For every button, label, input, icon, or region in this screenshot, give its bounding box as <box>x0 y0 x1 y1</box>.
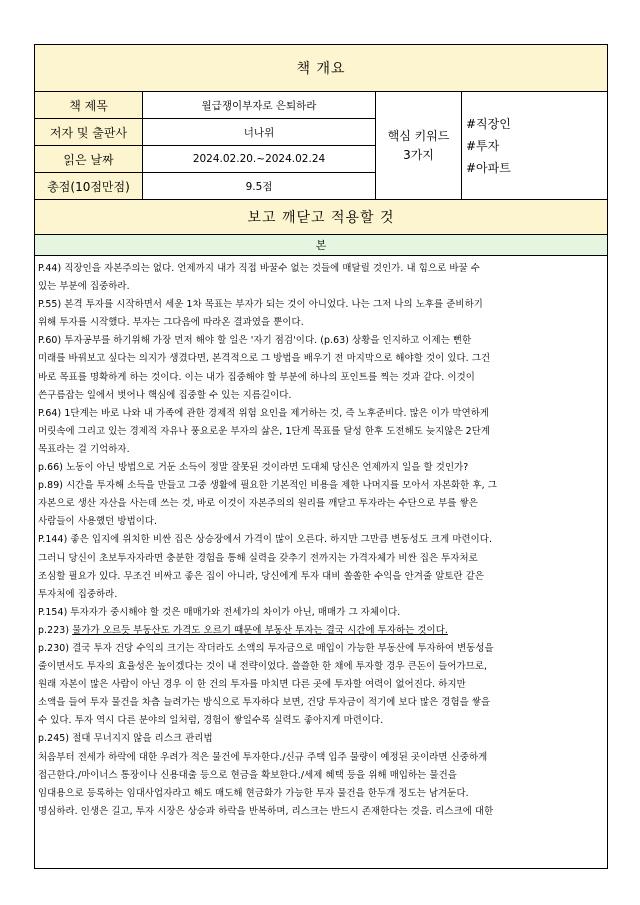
note-text: 명심하라. 인생은 길고, 투자 시장은 상승과 하락을 반복하며, 리스크는 반드시 존재한다는 것을. 리스크에 대한 <box>38 805 494 817</box>
overview-title: 책 개요 <box>35 45 608 92</box>
note-text: 1단계는 바로 나와 내 가족에 관한 경제적 위험 요인을 제거하는 것, 즉 노후준비다. 많은 이가 막연하게 <box>64 407 490 419</box>
note-text: 바로 목표를 명확하게 하는 것이다. 이는 내가 집중해야 할 부분에 하나의 포인트를 찍는 것과 같다. 이것이 <box>38 371 475 383</box>
note-text: 투자처에 집중하라. <box>38 588 118 600</box>
note-text: 목표라는 걸 기억하자. <box>38 443 130 455</box>
keywords-list <box>462 92 608 200</box>
body-header: 본 <box>35 235 608 256</box>
note-line <box>38 405 604 423</box>
notes-list <box>38 260 604 821</box>
note-text: 처음부터 전세가 하락에 대한 우려가 적은 물건에 투자한다./신규 주택 입주 물량이 예정된 곳이라면 신중하게 <box>38 751 488 763</box>
note-line <box>38 658 604 676</box>
note-line <box>38 513 604 531</box>
book-overview-table <box>34 44 608 869</box>
note-text: 수 있다. 투자 역시 다른 분야의 일처럼, 경험이 쌓일수록 실력도 좋아지게 마련이다. <box>38 715 384 727</box>
note-line <box>38 694 604 712</box>
note-text: 조심할 필요가 있다. 무조건 비싸고 좋은 집이 아니라, 당신에게 투자 대비 쏠쏠한 수익을 안겨줄 알토란 같은 <box>38 570 485 582</box>
book-title-value: 월급쟁이부자로 은퇴하라 <box>143 92 376 119</box>
note-text: 원래 자본이 많은 사람이 아닌 경우 이 한 건의 투자를 마치면 다른 곳에 투자할 여력이 없어진다. 하지만 <box>38 679 466 691</box>
note-line <box>38 568 604 586</box>
note-line <box>38 604 604 622</box>
note-text: 직장인을 자본주의는 없다. 언제까지 내가 직접 바꿀수 없는 것들에 매달릴 것인가. 내 힘으로 바꿀 수 <box>64 263 480 274</box>
page-ref: p.66) <box>38 462 64 474</box>
author-value: 너나위 <box>143 119 376 146</box>
note-text: 물가가 오르듯 부동산도 가격도 오르기 때문에 부동산 투자는 결국 시간에 투자하는 것이다. <box>72 624 448 636</box>
body-content <box>35 256 608 869</box>
note-line <box>38 441 604 459</box>
note-line <box>38 278 604 296</box>
note-line <box>38 387 604 405</box>
read-date-label: 읽은 날짜 <box>35 146 143 173</box>
note-line <box>38 767 604 785</box>
score-value: 9.5점 <box>143 173 376 200</box>
note-text: 투자자가 중시해야 할 것은 매매가와 전세가의 차이가 아닌, 매매가 그 자체이다. <box>70 606 401 618</box>
note-text: 미래를 바꿔보고 싶다는 의지가 생겼다면, 본격적으로 그 방법을 배우기 전 마지막으로 해야할 것이 있다. 그건 <box>38 353 491 365</box>
book-report-sheet <box>34 44 607 869</box>
note-text: 임대용으로 등록하는 임대사업자라고 해도 매도해 현금화가 가능한 투자 물건을 한두개 정도는 남겨둔다. <box>38 787 469 799</box>
keyword-item: #아파트 <box>466 160 511 175</box>
note-text: 소액을 들여 투자 물건을 차츰 늘려가는 방식으로 투자하다 보면, 건당 투자금이 적기에 보다 많은 경험을 쌓을 <box>38 697 491 709</box>
note-text: 결국 투자 건당 수익의 크기는 작더라도 소액의 투자금으로 매입이 가능한 부동산에 투자하여 변동성을 <box>72 642 494 654</box>
note-line <box>38 586 604 604</box>
note-text: 투자공부를 하기위해 가장 먼저 해야 할 일은 '자기 점검'이다. (p.63) 상황을 인지하고 이제는 뻔한 <box>64 335 472 347</box>
read-date-value: 2024.02.20.~2024.02.24 <box>143 146 376 173</box>
page-ref: p.230) <box>38 642 70 654</box>
note-text: 그러니 당신이 초보투자자라면 충분한 경험을 통해 실력을 갖추기 전까지는 가격자체가 비싼 집은 투자처로 <box>38 552 478 564</box>
note-line <box>38 730 604 748</box>
page-ref: P.44) <box>38 263 62 274</box>
note-text: 좋은 입지에 위치한 비싼 집은 상승장에서 가격이 많이 오른다. 하지만 그만큼 변동성도 크게 마련이다. <box>70 534 493 546</box>
book-title-label: 책 제목 <box>35 92 143 119</box>
score-label: 총점(10점만점) <box>35 173 143 200</box>
page-ref: p.89) <box>38 480 64 492</box>
note-line <box>38 749 604 767</box>
note-line <box>38 550 604 568</box>
note-line <box>38 495 604 513</box>
note-text: 머릿속에 그리고 있는 경제적 자유나 풍요로운 부자의 삶은, 1단계 목표를 달성 한후 도전해도 늦지않은 2단계 <box>38 425 491 437</box>
page-ref: P.55) <box>38 299 62 311</box>
note-line <box>38 712 604 730</box>
note-text: 절대 무너지지 않을 리스크 관리법 <box>72 733 213 745</box>
author-label: 저자 및 출판사 <box>35 119 143 146</box>
note-line <box>38 332 604 350</box>
page-ref: p.245) <box>38 733 70 745</box>
note-line <box>38 785 604 803</box>
note-line <box>38 803 604 821</box>
keywords-label <box>376 92 462 200</box>
page-ref: p.223) <box>38 624 70 636</box>
page-ref: P.60) <box>38 335 62 347</box>
note-line <box>38 369 604 387</box>
page-ref: P.154) <box>38 606 68 618</box>
note-text: 본격 투자를 시작하면서 세운 1차 목표는 부자가 되는 것이 아니었다. 나는 그저 나의 노후를 준비하기 <box>64 299 483 311</box>
note-line <box>38 531 604 549</box>
note-text: 시간을 투자해 소득을 만들고 그중 생활에 필요한 기본적인 비용을 제한 나머지를 모아서 자본화한 후, 그 <box>66 480 497 492</box>
note-text: 노동이 아닌 방법으로 거둔 소득이 정말 잘못된 것이라면 도대체 당신은 언제까지 일을 할 것인가? <box>66 462 469 474</box>
note-line <box>38 477 604 495</box>
note-text: 사람들이 사용했던 방법이다. <box>38 516 158 528</box>
note-text: 줄이면서도 투자의 효율성은 높이겠다는 것이 내 전략이었다. 쓸쓸한 한 채에 투자할 경우 큰돈이 들어가므로, <box>38 661 488 673</box>
note-text: 위해 투자를 시작했다. 부자는 그다음에 따라온 결과였을 뿐이다. <box>38 317 304 329</box>
note-text: 있는 부분에 집중하라. <box>38 281 130 293</box>
keywords-label-line2: 3가지 <box>403 147 434 162</box>
note-text: 쓴구름잡는 일에서 벗어나 핵심에 집중할 수 있는 지름길이다. <box>38 389 292 401</box>
page-ref: P.64) <box>38 407 62 419</box>
note-line <box>38 260 604 278</box>
note-line <box>38 296 604 314</box>
section-title: 보고 깨닫고 적용할 것 <box>35 200 608 235</box>
keyword-item: #투자 <box>466 138 500 153</box>
note-line <box>38 350 604 368</box>
note-line <box>38 423 604 441</box>
note-line <box>38 676 604 694</box>
note-line <box>38 622 604 640</box>
note-line <box>38 314 604 332</box>
keyword-item: #직장인 <box>466 116 511 131</box>
note-line <box>38 640 604 658</box>
note-line <box>38 459 604 477</box>
page-ref: P.144) <box>38 534 68 546</box>
note-text: 자본으로 생산 자산을 사는데 쓰는 것, 바로 이것이 자본주의의 원리를 깨닫고 투자라는 수단으로 부를 쌓은 <box>38 498 478 510</box>
note-text: 접근한다./마이너스 통장이나 신용대출 등으로 현금을 확보한다./세제 혜택 등을 위해 매입하는 물건을 <box>38 769 457 781</box>
keywords-label-line1: 핵심 키워드 <box>387 128 450 143</box>
